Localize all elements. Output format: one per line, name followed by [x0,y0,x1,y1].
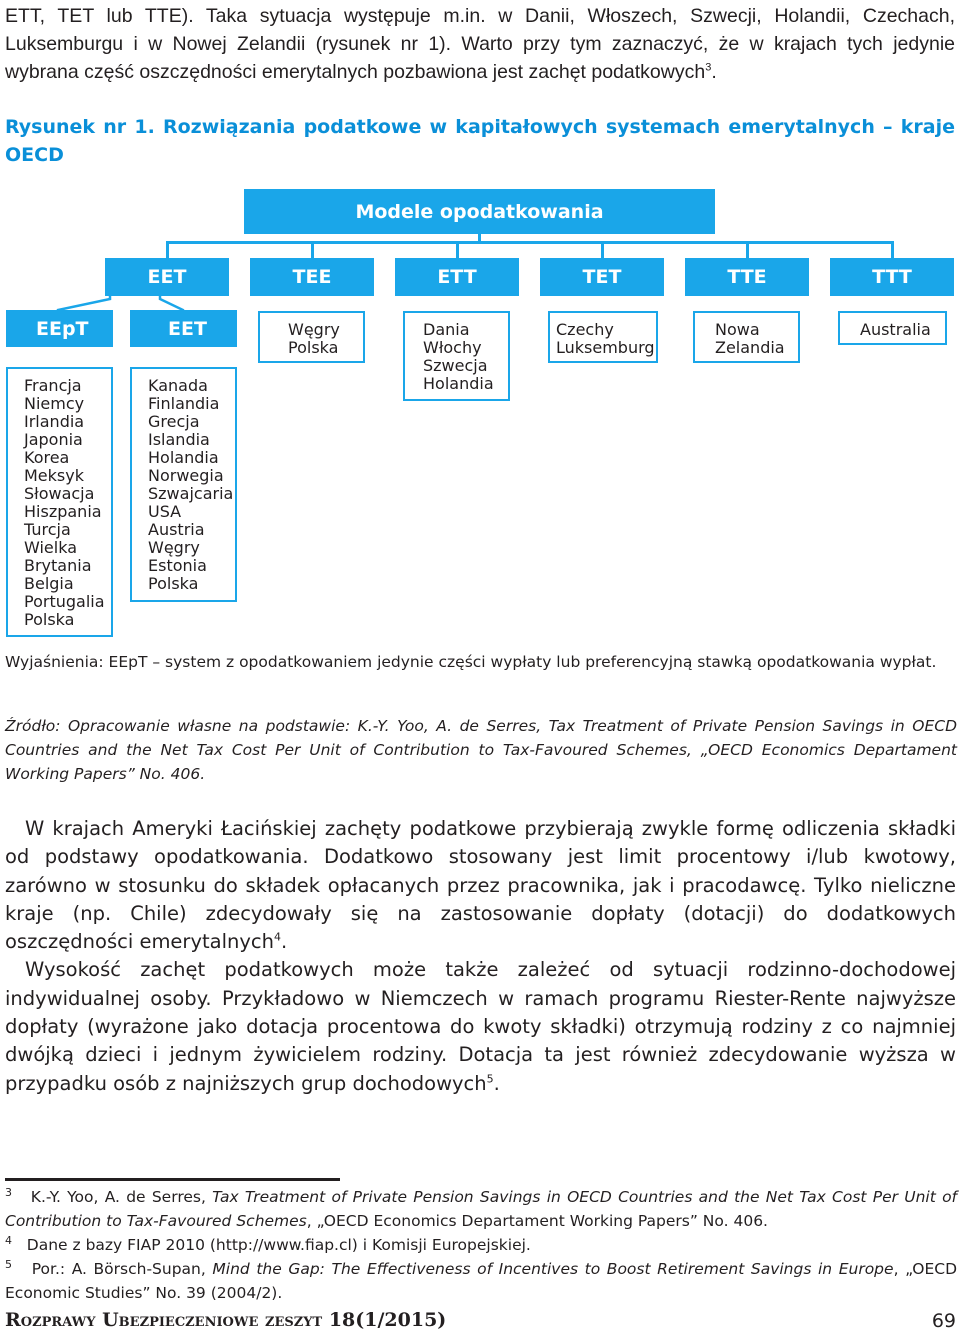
country-item: Polska [24,610,75,629]
country-item: Polska [148,574,199,593]
country-item: Irlandia [24,412,85,431]
tee-country-list [258,311,365,363]
country-item: Włochy [423,338,482,357]
connector-ttt [891,241,894,258]
country-item: USA [148,502,182,521]
country-item: Francja [24,376,82,395]
country-item: Węgry [288,320,340,339]
figure-title: Rysunek nr 1. Rozwiązania podatkowe w kapitałowych systemach emerytalnych – kraje OECD [5,116,955,166]
country-item: Korea [24,448,70,467]
horizontal-connector [166,241,894,244]
eept-country-list [6,367,113,637]
footnote-ref-3: 3 [705,61,712,74]
country-item: Austria [148,520,205,539]
ttt-country-list [838,311,947,345]
country-item: Zelandia [715,338,785,357]
connector-tet [601,241,604,258]
country-item: Niemcy [24,394,85,413]
footnote-ref-4: 4 [273,930,281,944]
model-tet: TET [540,258,664,296]
country-item: Szwecja [423,356,488,375]
model-tee: TEE [250,258,374,296]
root-node: Modele opodatkowania [244,189,715,234]
country-item: Australia [860,320,931,339]
intro-line-3: jedynie wybrana część oszczędności emerytalnych pozbawiona jest zachęt podatkowych [5,33,955,83]
country-item: Finlandia [148,394,220,413]
country-item: Meksyk [24,466,84,485]
country-item: Norwegia [148,466,224,485]
country-item: Czechy [556,320,614,339]
country-item: Turcja [24,520,71,539]
connector-ett [456,241,459,258]
eet-country-list [130,367,237,602]
country-item: Nowa [715,320,760,339]
tet-country-list [548,311,658,363]
connector-tte [746,241,749,258]
country-item: Polska [288,338,339,357]
connector-eet [166,241,169,258]
tte-country-list [693,311,800,363]
country-item: Szwajcaria [148,484,234,503]
eept-header: EEpT [6,310,113,347]
body-text [5,815,956,1098]
country-item: Portugalia [24,592,105,611]
model-tte: TTE [685,258,809,296]
country-item: Japonia [24,430,83,449]
paragraph-1: W krajach Ameryki Łacińskiej zachęty podatkowe przybierają zwykle formę odliczenia składki od podstawy opodatkowania. Dodatkowo stosowany jest limit procentowy i/lub kwotowy, zarówno w stosunku do składek opłacanych przez pracownika, jak i pracodawcę. Tylko nieliczne kraje (np. Chile) zdecydowały się na zastosowanie dopłaty (dotacji) do dodatkowych oszczędności emerytalnych$^4$. [5,817,956,954]
country-item: Wielka [24,538,77,557]
footnote-3: $^3$ K.-Y. Yoo, A. de Serres, Tax Treatment of Private Pension Savings in OECD Countries and the Net Tax Cost Per Unit of Contribution to Tax-Favoured Schemes, „OECD Economics Departament Working Papers” No. 406. [5,1185,958,1230]
country-item: Kanada [148,376,208,395]
country-item: Brytania [24,556,92,575]
model-ttt: TTT [830,258,954,296]
journal-footer: Rozprawy Ubezpieczeniowe zeszyt 18(1/2015) [5,1309,447,1331]
footnote-4: $^4$ Dane z bazy FIAP 2010 (http://www.fiap.cl) i Komisji Europejskiej. [5,1233,531,1254]
country-item: Islandia [148,430,210,449]
country-item: Dania [423,320,470,339]
country-item: Grecja [148,412,200,431]
country-item: Luksemburg [556,338,655,357]
figure-explanation: Wyjaśnienia: EEpT – system z opodatkowaniem jedynie części wypłaty lub preferencyjną stawką opodatkowania wypłat. [5,653,937,671]
intro-line-2: Luksemburgu i w Nowej Zelandii (rysunek nr 1). Warto przy tym zaznaczyć, że w krajach tych [5,33,883,55]
country-item: Belgia [24,574,74,593]
page-number: 69 [931,1310,956,1332]
intro-line-1: ETT, TET lub TTE). Taka sytuacja występuje m.in. w Danii, Włoszech, Szwecji, Holandii, Czechach, [5,5,955,27]
ett-country-list [403,311,510,401]
country-item: Holandia [148,448,219,467]
paragraph-2: Wysokość zachęt podatkowych może także zależeć od sytuacji rodzinno-dochodowej indywidualnej osoby. Przykładowo w Niemczech w ramach programu Riester-Rente najwyższe dopłaty (wyrażone jako dotacja procentowa do kwoty składki) otrzymują rodziny z co najmniej dwójką dzieci i jednym żywicielem rodziny. Dotacja ta jest również zdecydowanie wyższa w przypadku osób z najniższych grup dochodowych$^5$. [5,958,956,1095]
connector-tee [311,241,314,258]
footnote-separator [5,1178,340,1181]
footnote-5: $^5$ Por.: A. Börsch-Supan, Mind the Gap: The Effectiveness of Incentives to Boost Retirement Savings in Europe, „OECD Economic Studies” No. 39 (2004/2). [5,1257,958,1302]
country-item: Węgry [148,538,200,557]
intro-paragraph: ETT, TET lub TTE). Taka sytuacja występuje m.in. w Danii, Włoszech, Szwecji, Holandii, Czechach, Luksemburgu i w Nowej Zelandii (rysunek nr 1). Warto przy tym zaznaczyć, że w krajach tych jedynie wybrana część oszczędności emerytalnych pozbawiona jest zachęt podatkowych$^3$. [5,5,955,83]
country-item: Holandia [423,374,494,393]
figure-source: Źródło: Opracowanie własne na podstawie: K.-Y. Yoo, A. de Serres, Tax Treatment of Private Pension Savings in OECD Countries and the Net Tax Cost Per Unit of Contribution to Tax-Favoured Schemes, „OECD Economics Departament Working Papers” No. 406. [5,717,957,783]
eet-header: EET [130,310,237,347]
footnote-ref-5: 5 [486,1072,494,1086]
model-eet: EET [105,258,229,296]
country-item: Hiszpania [24,502,102,521]
model-ett: ETT [395,258,519,296]
country-item: Estonia [148,556,207,575]
country-item: Słowacja [24,484,95,503]
